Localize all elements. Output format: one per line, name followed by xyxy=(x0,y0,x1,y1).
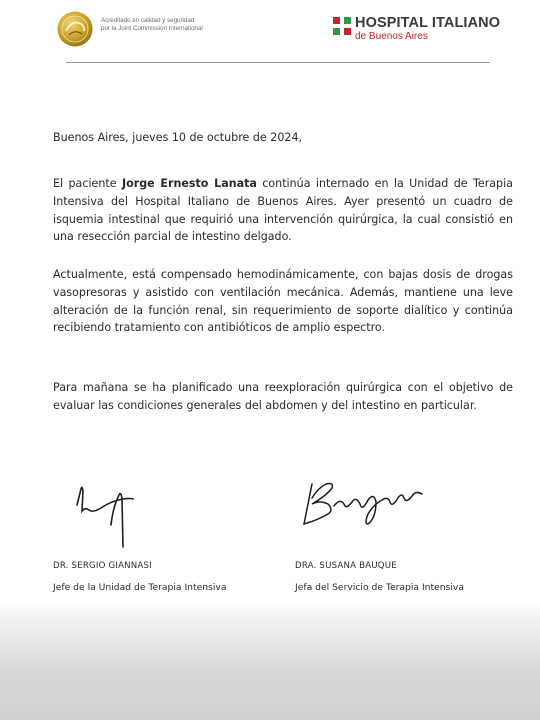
hospital-logo xyxy=(333,16,500,42)
signer-2-name: DRA. SUSANA BAUQUE xyxy=(295,561,397,571)
paragraph-3: Para mañana se ha planificado una reexploración quirúrgica con el objetivo de evaluar las condiciones generales del abdomen y del intestino en particular. xyxy=(53,381,513,412)
paragraph-2: Actualmente, está compensado hemodinámicamente, con bajas dosis de drogas vasopresoras y asistido con ventilación mecánica. Además, mantiene una leve alteración de la función renal, sin requerimiento de soporte dialítico y continúa recibiendo tratamiento con antibióticos de amplio espectro. xyxy=(53,268,513,335)
photo-bottom-shadow xyxy=(0,600,540,720)
p1-rest: continúa internado en la Unidad de Terapia Intensiva del Hospital Italiano de Buenos Aires. Ayer presentó un cuadro de isquemia intestinal que requirió una intervención quirúrgica, la cual consistió en una resección parcial de intestino delgado. xyxy=(53,177,513,244)
header-divider xyxy=(66,62,490,63)
hospital-city: de Buenos Aires xyxy=(355,31,428,42)
accreditation-line-2: por la Joint Commission International xyxy=(101,25,203,32)
handwritten-signature-giannasi xyxy=(67,477,137,552)
p1-intro: El paciente xyxy=(53,177,122,190)
signer-2-role: Jefa del Servicio de Terapia Intensiva xyxy=(295,582,464,593)
paragraph-1 xyxy=(53,175,513,246)
hospital-cross-icon xyxy=(333,17,351,35)
patient-name: Jorge Ernesto Lanata xyxy=(121,177,257,190)
date-line: Buenos Aires, jueves 10 de octubre de 2024, xyxy=(53,131,303,144)
handwritten-signature-bauque xyxy=(298,474,428,532)
signer-1-name: DR. SERGIO GIANNASI xyxy=(53,561,152,571)
accreditation-text xyxy=(101,17,241,33)
hospital-name: HOSPITAL ITALIANO xyxy=(355,15,501,31)
signer-1-role: Jefe de la Unidad de Terapia Intensiva xyxy=(53,582,227,593)
accreditation-line-1: Acreditado en calidad y seguridad xyxy=(101,17,195,24)
jci-gold-seal-icon xyxy=(57,11,93,47)
